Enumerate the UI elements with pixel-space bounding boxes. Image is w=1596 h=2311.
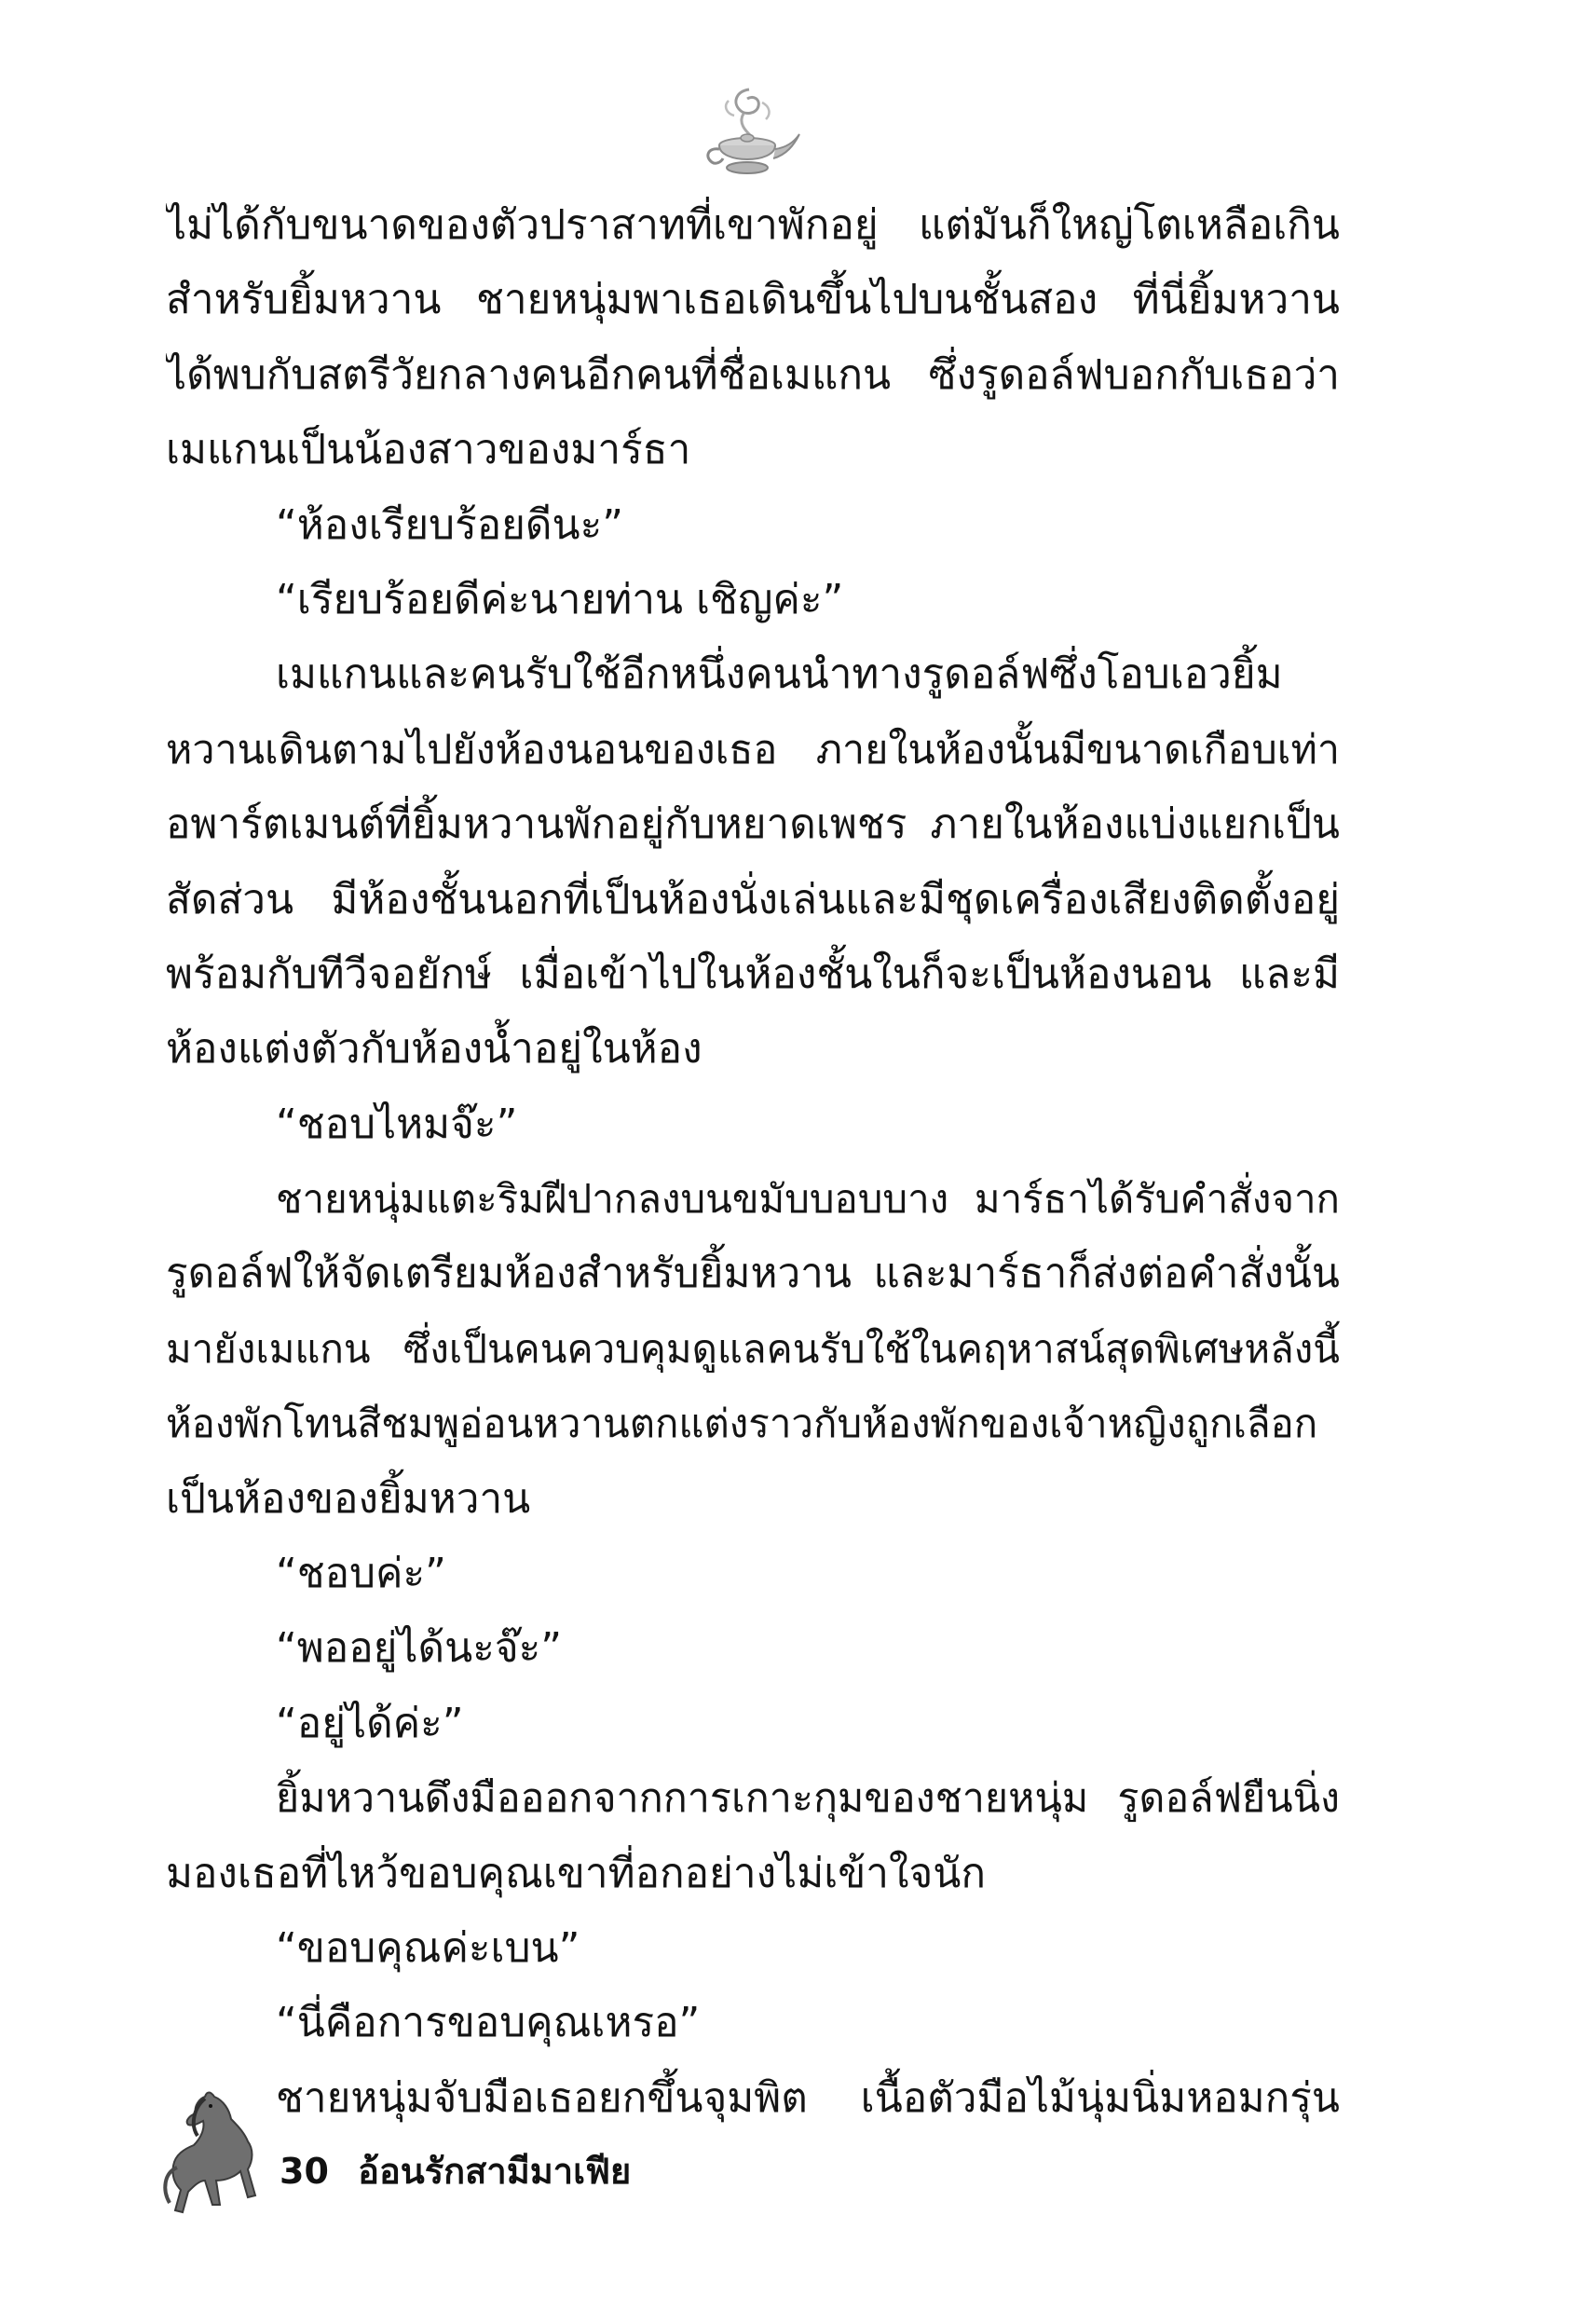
- text-line: มองเธอที่ไหว้ขอบคุณเขาที่อกอย่างไม่เข้าใจนัก: [166, 1849, 986, 1897]
- text-line: ไม่ได้กับขนาดของตัวปราสาทที่เขาพักอยู่ แต่มันก็ใหญ่โตเหลือเกิน: [166, 201, 1340, 249]
- running-footer: [280, 2143, 631, 2199]
- text-line: รูดอล์ฟให้จัดเตรียมห้องสำหรับยิ้มหวาน และมาร์ธาก็ส่งต่อคำสั่งนั้น: [166, 1250, 1340, 1298]
- text-line: ยิ้มหวานดึงมือออกจากการเกาะกุมของชายหนุ่ม รูดอล์ฟยืนนิ่ง: [276, 1775, 1340, 1823]
- text-line: ห้องแต่งตัวกับห้องน้ำอยู่ในห้อง: [166, 1025, 703, 1073]
- text-line: เมแกนเป็นน้องสาวของมาร์ธา: [166, 426, 691, 474]
- text-line: เป็นห้องของยิ้มหวาน: [166, 1474, 531, 1523]
- text-line: “อยู่ได้ค่ะ”: [276, 1699, 464, 1747]
- text-line: “นี่คือการขอบคุณเหรอ”: [276, 1999, 701, 2047]
- page-number: 30: [280, 2151, 329, 2192]
- text-line: หวานเดินตามไปยังห้องนอนของเธอ ภายในห้องนั้นมีขนาดเกือบเท่า: [166, 726, 1340, 773]
- text-line: “พออยู่ได้นะจ๊ะ”: [276, 1624, 563, 1673]
- text-line: ชายหนุ่มแตะริมฝีปากลงบนขมับบอบบาง มาร์ธาได้รับคำสั่งจาก: [276, 1176, 1340, 1223]
- text-line: สัดส่วน มีห้องชั้นนอกที่เป็นห้องนั่งเล่นและมีชุดเครื่องเสียงติดตั้งอยู่: [166, 875, 1340, 923]
- text-line: “ขอบคุณค่ะเบน”: [276, 1923, 580, 1972]
- book-title: อ้อนรักสามีมาเฟีย: [358, 2151, 632, 2192]
- text-line: “เรียบร้อยดีค่ะนายท่าน เชิญค่ะ”: [276, 575, 844, 623]
- text-line: พร้อมกับทีวีจอยักษ์ เมื่อเข้าไปในห้องชั้นในก็จะเป็นห้องนอน และมี: [166, 950, 1340, 998]
- genie-lamp-icon: [691, 82, 803, 185]
- text-line: “ชอบค่ะ”: [276, 1550, 446, 1598]
- text-line: ห้องพักโทนสีชมพูอ่อนหวานตกแต่งราวกับห้องพักของเจ้าหญิงถูกเลือก: [166, 1401, 1318, 1447]
- text-line: มายังเมแกน ซึ่งเป็นคนควบคุมดูแลคนรับใช้ในคฤหาสน์สุดพิเศษหลังนี้: [166, 1325, 1340, 1372]
- text-line: ชายหนุ่มจับมือเธอยกขึ้นจุมพิต เนื้อตัวมือไม้นุ่มนิ่มหอมกรุ่น: [276, 2073, 1340, 2122]
- text-line: “ชอบไหมจ๊ะ”: [276, 1100, 518, 1148]
- body-text: [166, 188, 1340, 2136]
- text-line: อพาร์ตเมนต์ที่ยิ้มหวานพักอยู่กับหยาดเพชร ภายในห้องแบ่งแยกเป็น: [166, 800, 1340, 849]
- text-line: ได้พบกับสตรีวัยกลางคนอีกคนที่ชื่อเมแกน ซึ่งรูดอล์ฟบอกกับเธอว่า: [166, 350, 1340, 399]
- text-line: “ห้องเรียบร้อยดีนะ”: [276, 500, 624, 549]
- text-line: สำหรับยิ้มหวาน ชายหนุ่มพาเธอเดินขึ้นไปบนชั้นสอง ที่นี่ยิ้มหวาน: [166, 276, 1340, 324]
- horse-icon: [157, 2087, 266, 2218]
- text-line: เมแกนและคนรับใช้อีกหนึ่งคนนำทางรูดอล์ฟซึ่งโอบเอวยิ้ม: [276, 650, 1283, 699]
